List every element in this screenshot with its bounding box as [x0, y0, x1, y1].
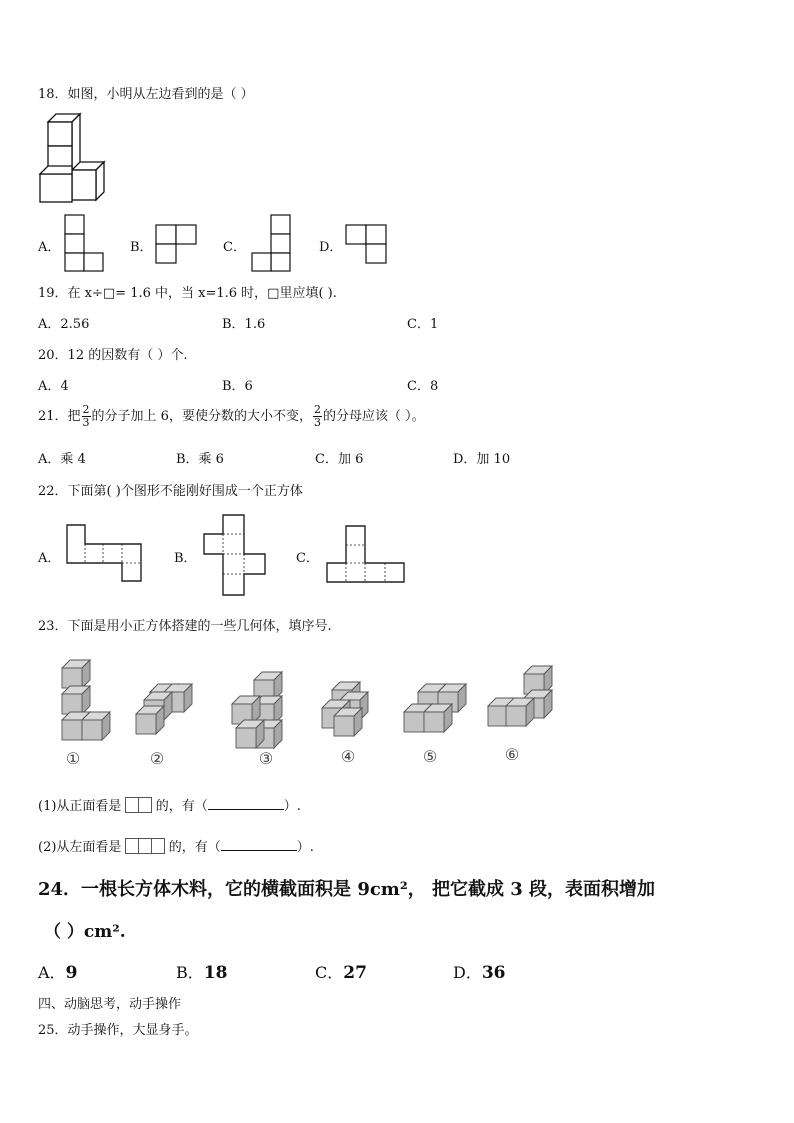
q23-sub2-middle: 的，有（ — [168, 840, 221, 855]
q21-option-d: D．加 10 — [453, 452, 511, 467]
q24-option-a-letter: A． — [38, 963, 66, 982]
q20-option-c: C．8 — [407, 379, 439, 394]
q23-sub2-prefix: (2)从左面看是 — [38, 840, 122, 855]
q24-option-c-value: 27 — [343, 963, 367, 983]
q21-option-c: C．加 6 — [315, 452, 364, 467]
q21-fraction-1 — [82, 404, 91, 429]
q18-option-a-figure — [64, 214, 104, 272]
q18-option-d-figure — [345, 224, 387, 264]
q18-option-c: C． — [223, 240, 246, 255]
q23-sub2-end: ）. — [296, 840, 314, 855]
solid-label-3: ③ — [258, 749, 274, 768]
q24-line2: （ ）cm². — [44, 922, 126, 942]
q22-stem: 22．下面第( )个图形不能刚好围成一个正方体 — [38, 484, 303, 499]
q24-option-a-value: 9 — [65, 963, 78, 983]
q22-option-b-net — [203, 514, 267, 596]
q21-stem — [38, 402, 425, 432]
q24-option-b-value: 18 — [203, 963, 228, 983]
q23-stem: 23．下面是用小正方体搭建的一些几何体，填序号. — [38, 619, 332, 634]
q21-option-b: B．乘 6 — [176, 452, 224, 467]
solid-2 — [136, 684, 192, 734]
q24-option-b-letter: B． — [176, 963, 204, 982]
q20-option-b: B．6 — [222, 379, 253, 394]
section-4-heading: 四、动脑思考，动手操作 — [38, 997, 182, 1012]
q21-fraction-2-denominator: 3 — [313, 416, 321, 429]
q21-fraction-2-numerator: 2 — [313, 403, 321, 416]
q19-option-b: B．1.6 — [222, 317, 266, 332]
q24-option-b — [176, 960, 227, 983]
q18-stem: 18．如图，小明从左边看到的是（ ） — [38, 87, 254, 102]
q24-option-a — [38, 960, 77, 983]
q23-sub2-answer-blank[interactable] — [221, 838, 297, 851]
solid-label-2: ② — [149, 749, 165, 768]
q23-sub1-front-view-figure — [126, 797, 152, 817]
q23-sub2 — [38, 836, 314, 858]
q21-fraction-1-numerator: 2 — [82, 403, 90, 416]
q18-option-d: D． — [319, 240, 343, 255]
q20-option-a: A．4 — [38, 379, 69, 394]
q19-stem: 19．在 x÷□= 1.6 中，当 x=1.6 时，□里应填( ). — [38, 286, 337, 301]
solid-label-1: ① — [65, 749, 81, 768]
q24-line1: 24．一根长方体木料，它的横截面积是 9cm²， 把它截成 3 段，表面积增加 — [38, 879, 656, 900]
q21-prefix: 21．把 — [38, 409, 81, 424]
q21-fraction-1-denominator: 3 — [82, 416, 90, 429]
solid-label-4: ④ — [340, 747, 356, 766]
q24-option-d-letter: D． — [453, 963, 482, 982]
q23-sub1-end: ）. — [283, 799, 301, 814]
q23-sub1-answer-blank[interactable] — [208, 797, 284, 810]
q23-sub1-middle: 的，有（ — [155, 799, 208, 814]
q18-option-c-figure — [250, 214, 292, 272]
q18-cube-figure — [38, 112, 110, 208]
q21-suffix: 的分母应该（ ）。 — [322, 409, 425, 424]
q20-stem: 20．12 的因数有（ ）个. — [38, 348, 188, 363]
q24-option-d-value: 36 — [481, 963, 506, 983]
q24-option-c-letter: C． — [315, 963, 344, 982]
q22-option-a: A． — [38, 551, 61, 566]
q23-sub1-prefix: (1)从正面看是 — [38, 799, 122, 814]
q18-option-b: B． — [130, 240, 153, 255]
q24-option-d — [453, 960, 506, 983]
q24-option-c — [315, 960, 367, 983]
q23-sub2-left-view-figure — [126, 838, 165, 858]
q21-option-a: A．乘 4 — [38, 452, 86, 467]
q22-option-c: C． — [296, 551, 319, 566]
solid-label-5: ⑤ — [422, 747, 438, 766]
solid-4 — [322, 682, 368, 736]
q22-option-b: B． — [174, 551, 197, 566]
q22-option-c-net — [326, 525, 406, 585]
q21-mid: 的分子加上 6，要使分数的大小不变， — [91, 409, 312, 424]
q19-option-c: C．1 — [407, 317, 439, 332]
q18-option-b-figure — [155, 224, 197, 264]
q23-sub1 — [38, 795, 301, 817]
q18-option-a: A． — [38, 240, 61, 255]
solid-label-6: ⑥ — [504, 745, 520, 764]
solid-5 — [404, 684, 466, 732]
q22-option-a-net — [66, 524, 144, 582]
q19-option-a: A．2.56 — [38, 317, 90, 332]
q25-stem: 25．动手操作，大显身手。 — [38, 1023, 198, 1038]
q21-fraction-2 — [313, 404, 322, 429]
solid-6 — [488, 666, 552, 726]
solid-3 — [232, 672, 282, 748]
q23-solids-figure — [36, 648, 556, 772]
solid-1 — [62, 660, 110, 740]
